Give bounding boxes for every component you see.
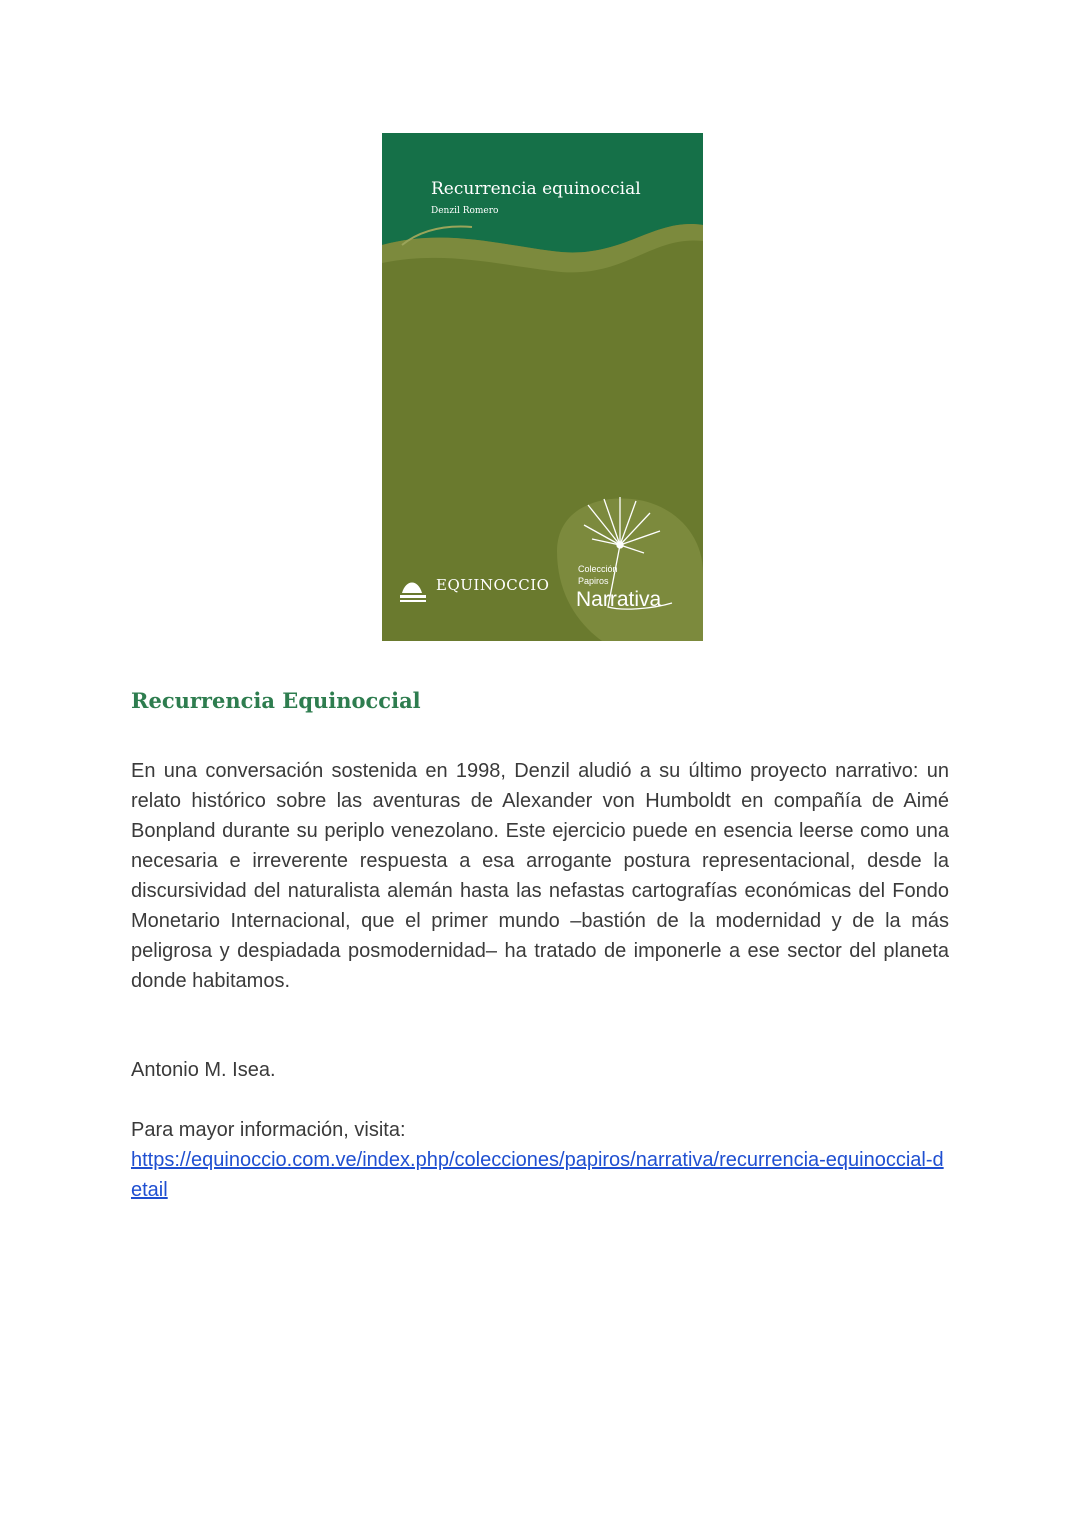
publisher-name: EQUINOCCIO [436,576,550,594]
more-info-label: Para mayor información, visita: [131,1119,406,1141]
collection-label-line2: Papiros [578,576,609,586]
collection-label-line1: Colección [578,564,618,574]
review-signature: Antonio M. Isea. [131,1059,276,1081]
cover-title: Recurrencia equinoccial [431,179,641,199]
book-detail-link[interactable]: https://equinoccio.com.ve/index.php/colecciones/papiros/narrativa/recurrencia-equinoccial-detail [131,1149,944,1201]
collection-label [578,563,618,587]
book-title: Recurrencia Equinoccial [131,688,421,713]
more-info [131,1115,949,1205]
cover-author: Denzil Romero [431,206,499,216]
book-cover [382,133,703,641]
book-description: En una conversación sostenida en 1998, Denzil aludió a su último proyecto narrativo: un relato histórico sobre las aventuras de Alexander von Humboldt en compañía de Aimé Bonpland durante su periplo venezolano. Este ejercicio puede en esencia leerse como una necesaria e irreverente respuesta a esa arrogante postura representacional, desde la discursividad del naturalista alemán hasta las nefastas cartografías económicas del Fondo Monetario Internacional, que el primer mundo –bastión de la modernidad y de la más peligrosa y despiadada posmodernidad– ha tratado de imponerle a ese sector del planeta donde habitamos. [131,760,949,992]
collection-name: Narrativa [576,588,662,611]
